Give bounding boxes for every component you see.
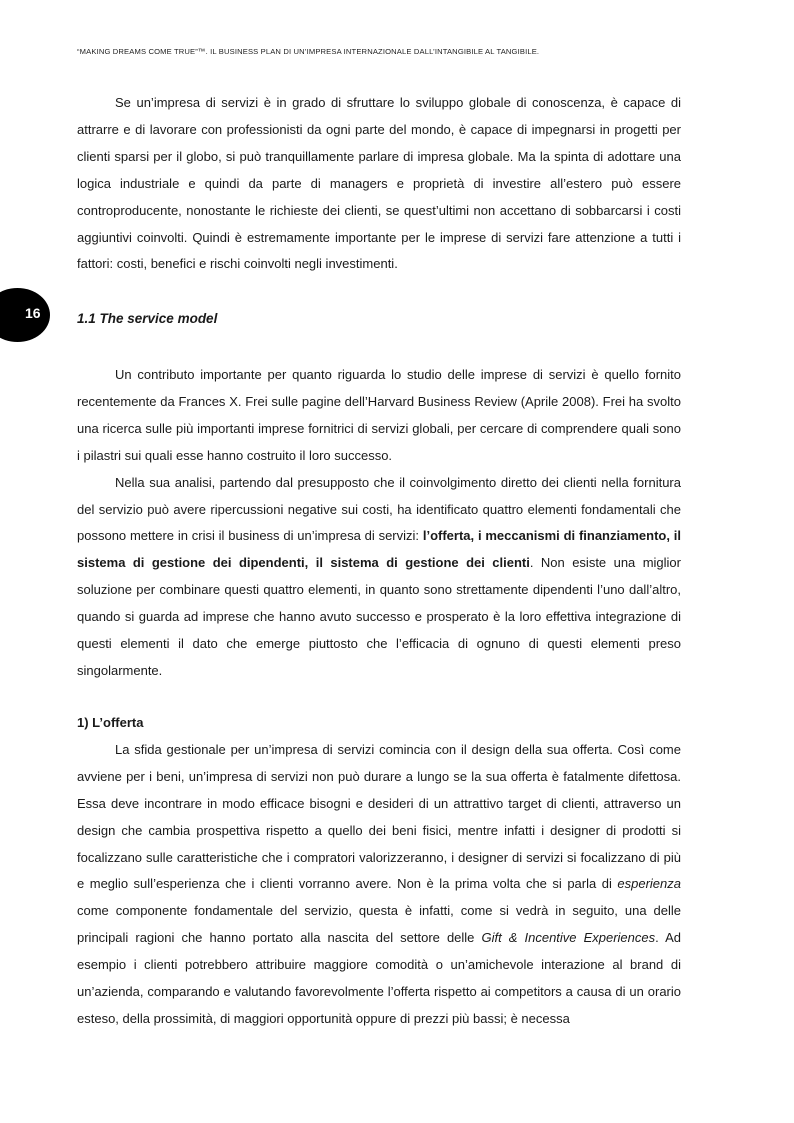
intro-block xyxy=(77,90,681,278)
subsection-title: 1) L’offerta xyxy=(77,715,144,730)
element-customer-management: il sistema di gestione dei clienti xyxy=(315,555,530,571)
section-body xyxy=(77,362,681,685)
element-employee-management: il sistema di gestione dei dipendenti xyxy=(77,528,681,571)
section-paragraph-1: Un contributo importante per quanto riguarda lo studio delle imprese di servizi è quello fornito recentemente da Frances X. Frei sulle pagine dell’Harvard Business Review (Aprile 2008). Frei ha svolto una ricerca sulle più importanti imprese fornitrici di servizi globali, per cercare di comprendere quali sono i pilastri sui quali esse hanno costruito il loro successo. xyxy=(77,367,681,463)
element-financing: i meccanismi di finanziamento xyxy=(477,528,667,544)
separator: , xyxy=(470,528,478,544)
subsection-paragraph xyxy=(77,737,681,1033)
subsection-text-2: come componente fondamentale del servizio, questa è infatti, come si vedrà in seguito, una delle principali ragioni che hanno portato alla nascita del settore delle xyxy=(77,903,681,946)
subsection-text-1: La sfida gestionale per un’impresa di servizi comincia con il design della sua offerta. Così come avviene per i beni, un’impresa di servizi non può durare a lungo se la sua offerta è fatalmente difettosa. Essa deve incontrare in modo efficace bisogni e desideri di un attrattivo target di clienti, attraverso un design che cambia prospettiva rispetto a quello dei beni fisici, mentre infatti i designer di prodotti si focalizzano sulle caratteristiche che i compratori valorizzeranno, i designer di servizi si focalizzano di più e meglio sull’esperienza che i clienti vorranno avere. Non è la prima volta che si parla di xyxy=(77,741,681,892)
italic-gift-incentive: Gift & Incentive Experiences xyxy=(481,930,656,946)
paragraph-2-tail: . Non esiste una miglior soluzione per combinare questi quattro elementi, in quanto sono strettamente dipendenti l’uno dall’altro, quando si guarda ad imprese che hanno avuto successo e prosperato è la loro effettiva integrazione di questi elementi il dato che emerge piuttosto che l’efficacia di ognuno di questi elementi preso singolarmente. xyxy=(77,555,681,678)
italic-esperienza: esperienza xyxy=(617,876,681,892)
section-title: 1.1 The service model xyxy=(77,311,218,326)
running-header: “MAKING DREAMS COME TRUE”™. IL BUSINESS PLAN DI UN’IMPRESA INTERNAZIONALE DALL’INTANGIBILE AL TANGIBILE. xyxy=(77,47,540,56)
separator: , xyxy=(666,528,674,544)
section-heading-block xyxy=(77,306,681,333)
element-offer: l’offerta xyxy=(422,528,471,544)
subsection-block xyxy=(77,710,681,1033)
separator: , xyxy=(304,555,316,571)
paragraph-2-lead: Nella sua analisi, partendo dal presupposto che il coinvolgimento diretto dei clienti nella fornitura del servizio può avere ripercussioni negative sui costi, ha identificato quattro elementi fondamentali che possono mettere in crisi il business di un’impresa di servizi: xyxy=(77,474,681,544)
section-paragraph-2 xyxy=(77,470,681,685)
intro-paragraph: Se un’impresa di servizi è in grado di sfruttare lo sviluppo globale di conoscenza, è capace di attrarre e di lavorare con professionisti da ogni parte del mondo, è capace di impegnarsi in progetti per clienti sparsi per il globo, si può tranquillamente parlare di impresa globale. Ma la spinta di adottare una logica industriale e quindi da parte di managers e proprietà di investire all’estero può essere controproducente, nonostante le richieste dei clienti, se quest’ultimi non accettano di sobbarcarsi i costi aggiuntivi coinvolti. Quindi è estremamente importante per le imprese di servizi fare attenzione a tutti i fattori: costi, benefici e rischi coinvolti negli investimenti. xyxy=(77,95,681,272)
page-number-badge xyxy=(0,288,50,342)
page-number: 16 xyxy=(25,305,41,321)
subsection-text-3: . Ad esempio i clienti potrebbero attribuire maggiore comodità o un’amichevole interazione al brand di un’azienda, comparando e valutando favorevolmente l’offerta rispetto ai competitors a causa di un orario esteso, della prossimità, di maggiori opportunità oppure di prezzi più bassi; è necessa xyxy=(77,930,681,1026)
